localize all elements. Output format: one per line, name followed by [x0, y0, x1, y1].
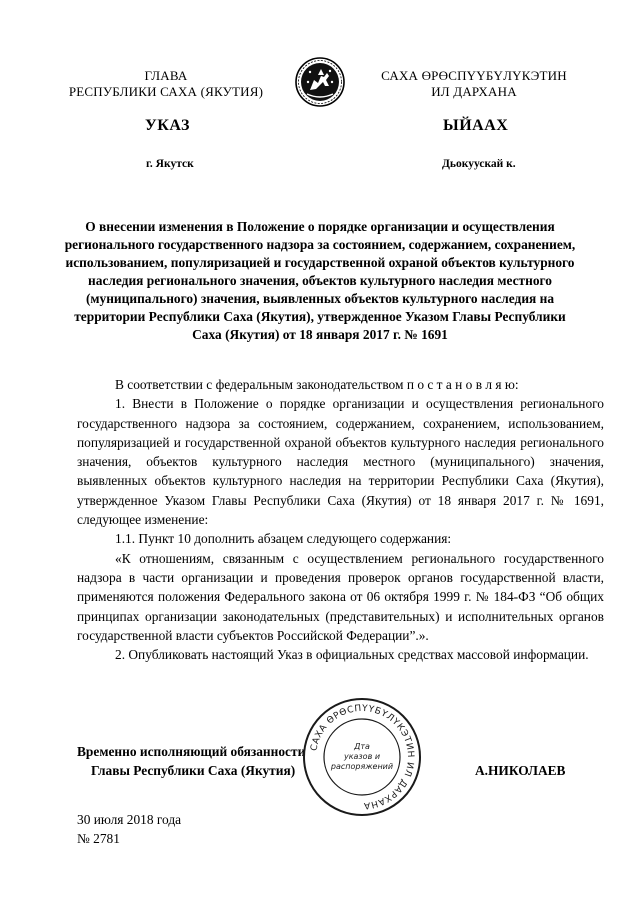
- city-ru: г. Якутск: [146, 158, 194, 170]
- official-stamp: [298, 693, 426, 821]
- city-sah: Дьокуускай к.: [442, 158, 516, 170]
- paragraph-1-1: 1.1. Пункт 10 дополнить абзацем следующего содержания:: [115, 531, 452, 547]
- signature-line1: Временно исполняющий обязанности: [77, 744, 306, 759]
- signature-name: А.НИКОЛАЕВ: [475, 763, 566, 778]
- quoted-paragraph: «К отношениям, связанным с осуществлением регионального государственного надзора в части организации и проведения проверок органов государственной власти, применяются положения Федерального закона от 06 октября 1999 г. № 184-ФЗ “Об общих принципах организации законодательных (представительных) и исполнительных органов государственной власти субъектов Российской Федерации”.».: [77, 550, 604, 643]
- stamp-center-line1: Дта: [354, 742, 370, 751]
- document-body: [77, 375, 604, 664]
- header-left-line1: ГЛАВА: [144, 68, 188, 83]
- header-right-line1: САХА ӨРӨСПҮҮБҮЛҮКЭТИН: [381, 68, 567, 83]
- doc-type-sah: ЫЙААХ: [443, 117, 509, 134]
- footer: [77, 810, 181, 848]
- signature-line2: Главы Республики Саха (Якутия): [91, 763, 296, 778]
- coat-of-arms-emblem: [294, 56, 346, 108]
- intro-paragraph: [77, 375, 604, 394]
- header-left-line2: РЕСПУБЛИКИ САХА (ЯКУТИЯ): [68, 84, 264, 99]
- stamp-center-line3: распоряжений: [330, 762, 394, 771]
- document-number: № 2781: [77, 831, 120, 846]
- header-left: [58, 68, 274, 100]
- document-title: О внесении изменения в Положение о порядке организации и осуществления регионального государственного надзора за состоянием, содержанием, сохранением, использованием, популяризацией и государственной охраной объектов культурного наследия регионального значения, объектов культурного наследия местного (муниципального) значения, выявленных объектов культурного наследия на территории Республики Саха (Якутия), утвержденное Указом Главы Республики Саха (Якутия) от 18 января 2017 г. № 1691: [64, 219, 576, 342]
- header-right: [358, 68, 590, 100]
- paragraph-2: 2. Опубликовать настоящий Указ в официальных средствах массовой информации.: [115, 647, 589, 663]
- document-date: 30 июля 2018 года: [77, 812, 182, 827]
- stamp-ring-text: САХА ӨРӨСПҮҮБҮЛҮКЭТИН ИЛ ДАРХАНА: [309, 703, 416, 811]
- intro-text: В соответствии с федеральным законодательством: [115, 377, 407, 392]
- intro-emphasis: п о с т а н о в л я ю:: [406, 377, 519, 392]
- stamp-center-line2: указов и: [343, 752, 381, 761]
- paragraph-1: 1. Внести в Положение о порядке организации и осуществления регионального государственного надзора за состоянием, содержанием, сохранением, использованием, популяризацией и государственной охраной объектов культурного наследия регионального значения, объектов культурного наследия местного (муниципального) значения, выявленных объектов культурного наследия на территории Республики Саха (Якутия), утвержденное Указом Главы Республики Саха (Якутия) от 18 января 2017 г. № 1691, следующее изменение:: [77, 396, 604, 528]
- doc-type-ru: УКАЗ: [145, 117, 190, 134]
- header-right-line2: ИЛ ДАРХАНА: [431, 84, 517, 99]
